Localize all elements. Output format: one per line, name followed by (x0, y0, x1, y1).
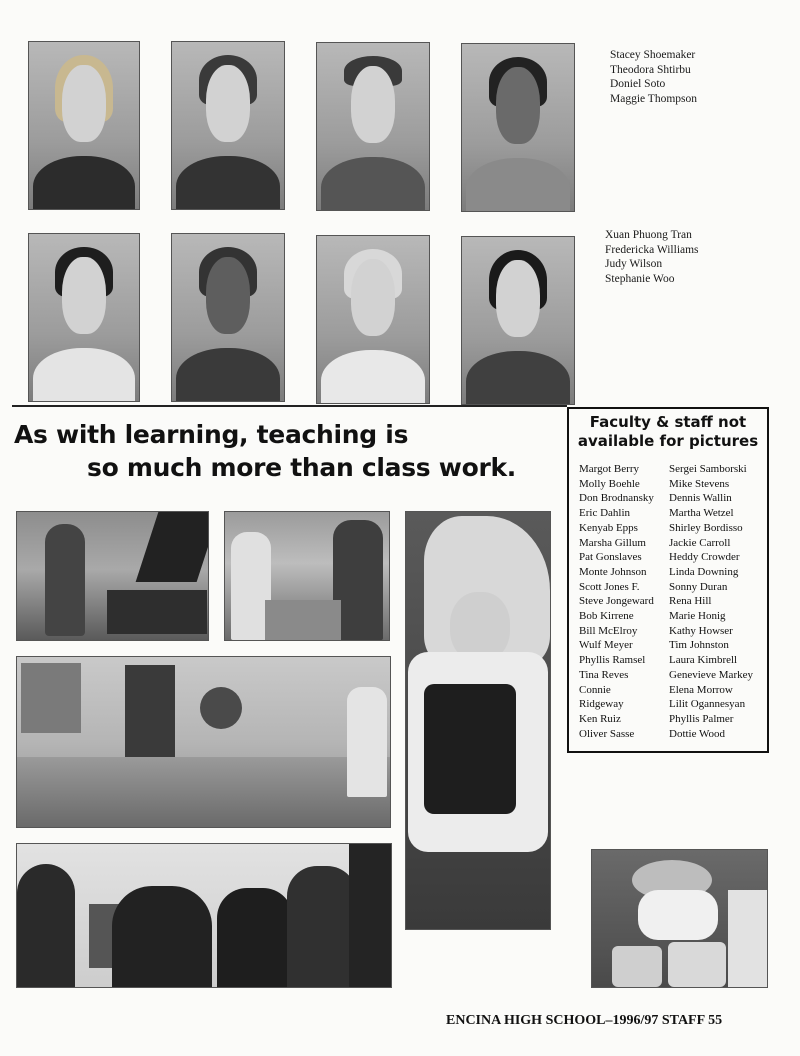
unavailable-name: Laura Kimbrell (669, 654, 738, 667)
unavailable-left-column (579, 462, 654, 741)
portrait-name: Xuan Phuong Tran (605, 229, 692, 241)
portrait-name: Fredericka Williams (605, 243, 699, 256)
unavailable-name: Wulf Meyer (579, 639, 633, 652)
unavailable-name: Steve Jongeward (579, 595, 654, 608)
unavailable-name: Mike Stevens (669, 477, 730, 490)
photo-serving-food (224, 511, 390, 641)
portrait-name: Maggie Thompson (610, 92, 697, 105)
unavailable-name: Phyllis Ramsel (579, 654, 646, 667)
photo-classroom (16, 656, 391, 828)
portrait-stacey-shoemaker (28, 41, 140, 210)
portrait-name: Stacey Shoemaker (610, 49, 696, 61)
unavailable-name: Linda Downing (669, 565, 739, 578)
unavailable-name: Elena Morrow (669, 683, 733, 696)
section-divider (12, 405, 567, 407)
portrait-doniel-soto (316, 42, 430, 211)
unavailable-name: Martha Wetzel (669, 507, 734, 520)
portrait-xuan-phuong-tran (28, 233, 140, 402)
portrait-names-row-1 (610, 48, 697, 106)
unavailable-name: Tina Reves (579, 668, 629, 681)
unavailable-name: Phyllis Palmer (669, 712, 734, 725)
unavailable-name: Don Brodnansky (579, 492, 654, 505)
unavailable-name: Rena Hill (669, 595, 712, 608)
unavailable-name: Kenyab Epps (579, 521, 638, 534)
unavailable-name: Margot Berry (579, 463, 639, 475)
portrait-maggie-thompson (461, 43, 575, 212)
unavailable-name: Tim Johnston (669, 639, 729, 652)
unavailable-name: Kathy Howser (669, 624, 733, 637)
photo-drumline (591, 849, 768, 988)
unavailable-name: Connie (579, 683, 611, 696)
unavailable-name: Lilit Ogannesyan (669, 698, 746, 711)
page-footer: ENCINA HIGH SCHOOL–1996/97 STAFF 55 (446, 1013, 723, 1028)
headline-line-1: As with learning, teaching is (14, 420, 409, 449)
unavailable-name: Scott Jones F. (579, 580, 640, 593)
unavailable-name: Sergei Samborski (669, 463, 747, 475)
unavailable-name: Pat Gonslaves (579, 551, 642, 564)
unavailable-name: Monte Johnson (579, 565, 647, 578)
unavailable-right-column (669, 462, 753, 741)
portrait-name: Theodora Shtirbu (610, 63, 691, 76)
unavailable-name: Marsha Gillum (579, 536, 646, 549)
unavailable-name: Jackie Carroll (669, 536, 731, 549)
unavailable-name: Marie Honig (669, 610, 726, 623)
unavailable-name: Ken Ruiz (579, 712, 621, 725)
unavailable-name: Eric Dahlin (579, 507, 631, 520)
photo-outdoor-barbecue (16, 511, 209, 641)
unavailable-name: Shirley Bordisso (669, 521, 743, 534)
unavailable-name: Heddy Crowder (669, 551, 740, 564)
portrait-fredericka-williams (171, 233, 285, 402)
unavailable-name: Molly Boehle (579, 477, 640, 490)
portrait-name: Doniel Soto (610, 78, 666, 91)
portrait-name: Judy Wilson (605, 258, 663, 271)
unavailable-name: Dottie Wood (669, 727, 726, 740)
unavailable-title-line-2: available for pictures (577, 432, 759, 450)
unavailable-name: Oliver Sasse (579, 727, 635, 740)
unavailable-name: Ridgeway (579, 698, 624, 711)
portrait-judy-wilson (316, 235, 430, 404)
unavailable-name: Bob Kirrene (579, 610, 634, 623)
headline-line-2: so much more than class work. (87, 453, 517, 482)
portrait-theodora-shtirbu (171, 41, 285, 210)
unavailable-name: Dennis Wallin (669, 492, 732, 505)
photo-performer-costume (405, 511, 551, 930)
portrait-stephanie-woo (461, 236, 575, 405)
unavailable-name: Sonny Duran (669, 580, 728, 593)
unavailable-title-line-1: Faculty & staff not (589, 413, 747, 431)
portrait-names-row-2 (605, 228, 699, 286)
unavailable-name: Genevieve Markey (669, 668, 753, 681)
photo-staff-group (16, 843, 392, 988)
unavailable-staff-box (567, 407, 769, 753)
portrait-name: Stephanie Woo (605, 272, 675, 285)
unavailable-name: Bill McElroy (579, 624, 638, 637)
